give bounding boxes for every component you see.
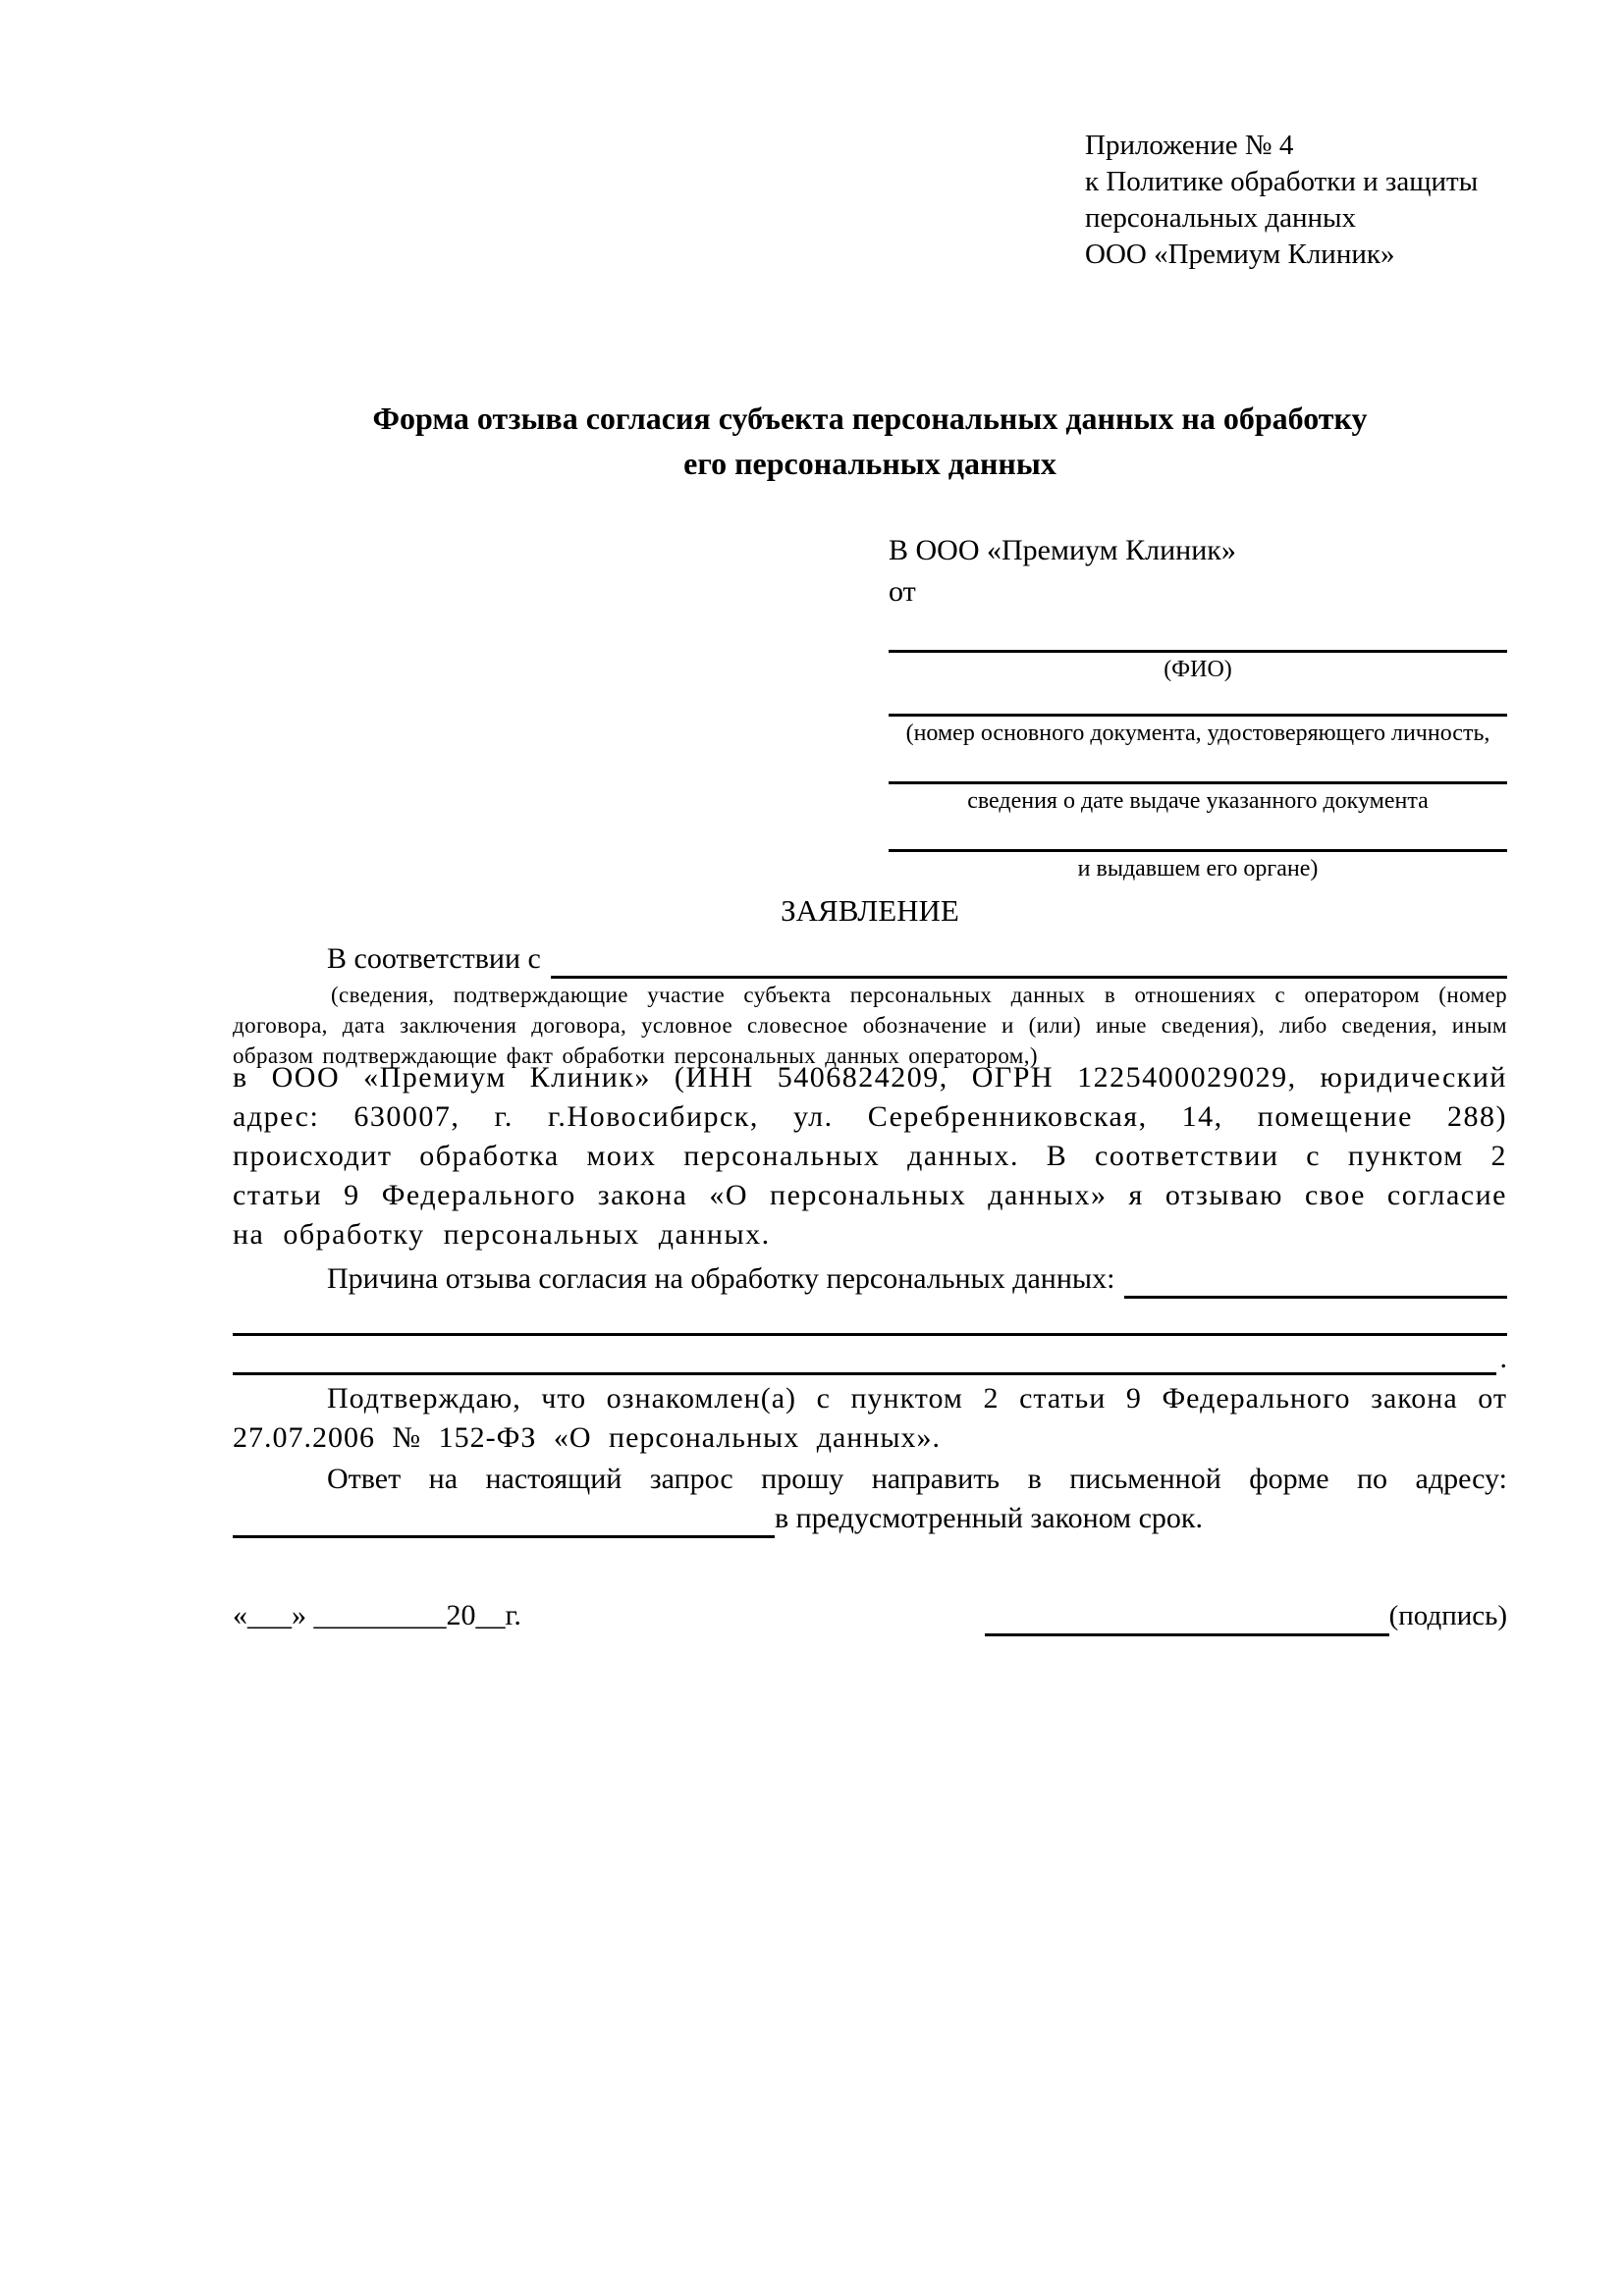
signature-group: [985, 1595, 1507, 1636]
reply-address-blank-line: [233, 1502, 775, 1538]
reason-blank-line-2: [233, 1298, 1507, 1336]
confirmation-paragraph: Подтверждаю, что ознакомлен(а) с пунктом 2 статьи 9 Федерального закона от 27.07.2006 № 152-ФЗ «О персональных данных».: [233, 1382, 1507, 1454]
reason-blank-line-3: [233, 1337, 1496, 1375]
appendix-header: [1085, 128, 1478, 273]
statement-intro-label: В соответствии с: [327, 942, 541, 975]
basis-blank-line: [551, 942, 1507, 979]
appendix-header-line-2: к Политике обработки и защиты: [1085, 166, 1479, 197]
appendix-header-line-1: Приложение № 4: [1085, 130, 1294, 161]
signature-blank-line: [985, 1598, 1389, 1636]
reply-request-text: Ответ на настоящий запрос прошу направить в письменной форме по адресу:: [327, 1463, 1507, 1495]
fio-blank-line: [889, 613, 1507, 653]
statement-intro-row: [233, 939, 1507, 979]
document-number-blank-line: [889, 684, 1507, 717]
reason-blank-line-1: [1124, 1262, 1507, 1299]
date-blank: «___» _________20__г.: [233, 1599, 521, 1631]
addressee-block: [889, 530, 1507, 883]
appendix-header-line-4: ООО «Премиум Клиник»: [1085, 239, 1395, 270]
reason-blank-line-3-row: [233, 1337, 1507, 1375]
statement-heading: ЗАЯВЛЕНИЕ: [781, 893, 959, 928]
issuing-authority-blank-line: [889, 816, 1507, 852]
document-number-caption: (номер основного документа, удостоверяющего личность,: [905, 721, 1490, 746]
document-title: [233, 396, 1507, 486]
document-title-line1: Форма отзыва согласия субъекта персональных данных на обработку: [372, 400, 1368, 436]
statement-body-paragraph: в ООО «Премиум Клиник» (ИНН 5406824209, ОГРН 1225400029029, юридический адрес: 630007, г. г.Новосибирск, ул. Серебренниковская, 14, помещение 288) происходит обработка моих персональных данных. В соответствии с пунктом 2 статьи 9 Федерального закона «О персональных данных» я отзываю свое согласие на обработку персональных данных.: [233, 1061, 1507, 1251]
reply-tail-text: в предусмотренный законом срок.: [775, 1502, 1203, 1534]
issuing-authority-caption: и выдавшем его органе): [1077, 856, 1319, 881]
addressee-from: от: [889, 575, 916, 608]
reason-row: [233, 1259, 1507, 1299]
issue-date-caption: сведения о дате выдаче указанного документа: [967, 788, 1429, 814]
fio-caption: (ФИО): [1164, 657, 1232, 682]
addressee-to: В ООО «Премиум Клиник»: [889, 534, 1236, 566]
reply-address-row: [233, 1499, 1507, 1538]
issue-date-blank-line: [889, 748, 1507, 784]
reply-request-paragraph: [233, 1460, 1507, 1538]
document-title-line2: его персональных данных: [683, 446, 1056, 481]
appendix-header-line-3: персональных данных: [1085, 202, 1357, 234]
statement-intro-note: (сведения, подтверждающие участие субъекта персональных данных в отношениях с оператором (номер договора, дата заключения договора, условное словесное обозначение и (или) иные сведения), либо сведения, иным образом подтверждающие факт обработки персональных данных оператором,): [233, 983, 1507, 1068]
reason-label: Причина отзыва согласия на обработку персональных данных:: [327, 1262, 1115, 1295]
date-signature-row: [233, 1595, 1507, 1636]
sentence-period: .: [1499, 1342, 1507, 1374]
signature-caption: (подпись): [1388, 1600, 1507, 1631]
